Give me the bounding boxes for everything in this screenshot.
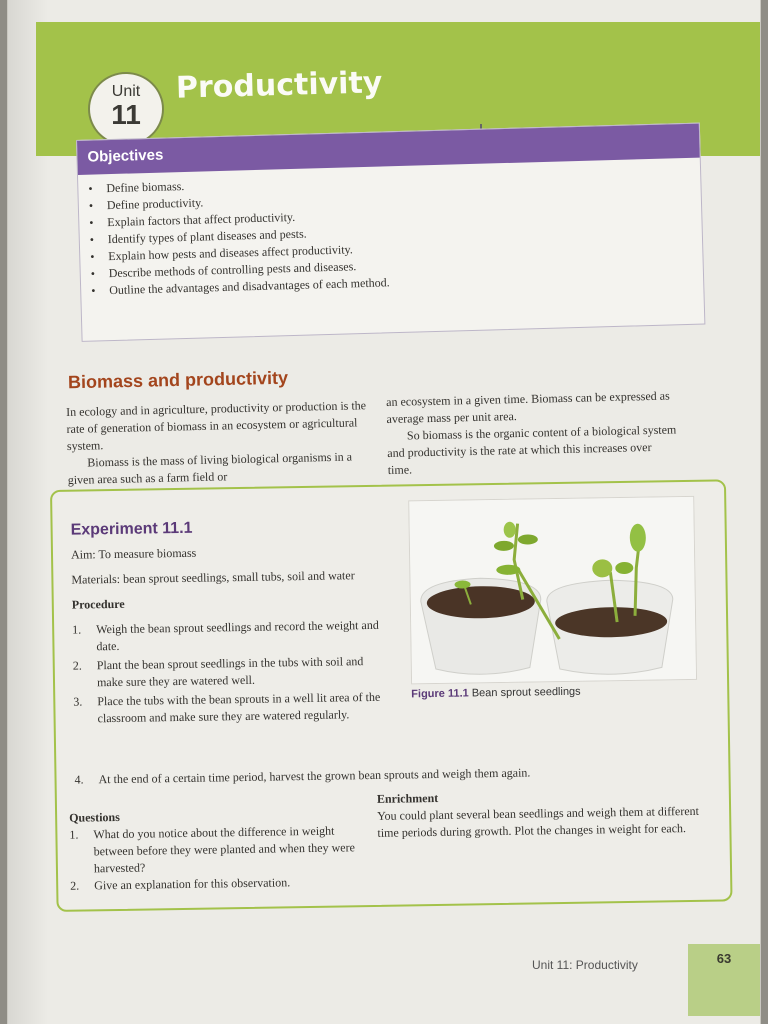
- paragraph: an ecosystem in a given time. Biomass can be expressed as average mass per unit area.: [386, 388, 670, 426]
- paragraph: So biomass is the organic content of a biological system and productivity is the rate at which this increases over time.: [387, 422, 677, 477]
- text-column-right: [386, 387, 678, 479]
- questions-block: [69, 805, 370, 895]
- procedure-heading: Procedure: [71, 596, 125, 612]
- figure-label: Figure 11.1: [411, 687, 469, 701]
- step-number: 1.: [72, 622, 82, 637]
- objectives-box: [76, 123, 705, 342]
- unit-label: Unit: [111, 83, 141, 100]
- procedure-step: [72, 617, 382, 656]
- bean-sprout-photo: [408, 496, 697, 684]
- questions-list: [69, 822, 370, 895]
- objective-item: • Define biomass.: [88, 164, 700, 198]
- objective-item: • Outline the advantages and disadvantages of each method.: [91, 266, 703, 300]
- question-number: 2.: [70, 878, 80, 893]
- enrichment-text: You could plant several bean seedlings and weigh them at different time periods during growth. Plot the changes in weight for each.: [377, 803, 700, 840]
- step-text: At the end of a certain time period, harvest the grown bean sprouts and weigh them again.: [98, 765, 531, 787]
- step-number: 2.: [72, 658, 82, 673]
- experiment-aim: Aim: To measure biomass: [70, 545, 197, 562]
- step-text: Place the tubs with the bean sprouts in a well lit area of the classroom and make sure they are watered regularly.: [97, 689, 381, 726]
- unit-number: 11: [111, 99, 141, 130]
- question-item: [69, 822, 370, 878]
- text-column-left: [66, 397, 368, 489]
- paragraph: In ecology and in agriculture, productivity or production is the rate of generation of biomass in an ecosystem or agricultural system.: [66, 398, 367, 453]
- question-item: [70, 873, 370, 895]
- paragraph: Biomass is the mass of living biological organisms in a given area such as a farm field or: [67, 449, 353, 487]
- objectives-list: [78, 164, 703, 300]
- page-number: 63: [688, 944, 760, 1016]
- question-text: Give an explanation for this observation.: [94, 875, 291, 893]
- objectives-heading: Objectives: [77, 124, 700, 175]
- question-number: 1.: [69, 827, 79, 842]
- questions-heading: Questions: [69, 809, 120, 825]
- step-text: Weigh the bean sprout seedlings and record the weight and date.: [96, 617, 379, 654]
- seedling-illustration: [409, 497, 696, 683]
- figure-caption: [411, 686, 581, 701]
- figure-caption-text: Bean sprout seedlings: [471, 685, 581, 700]
- enrichment-heading: Enrichment: [376, 790, 439, 806]
- experiment-left-column: [71, 517, 384, 730]
- enrichment-block: [377, 786, 718, 842]
- step-number: 4.: [74, 772, 84, 787]
- objective-item: • Explain factors that affect productivity.: [89, 198, 701, 232]
- procedure-step: [74, 762, 718, 789]
- unit-badge: [88, 72, 164, 146]
- objective-item: • Explain how pests and diseases affect productivity.: [90, 232, 702, 266]
- step-text: Plant the bean sprout seedlings in the tubs with soil and make sure they are watered well.: [96, 654, 364, 690]
- procedure-list: [72, 617, 384, 728]
- page-title: Productivity: [175, 65, 383, 106]
- objective-item: • Describe methods of controlling pests and diseases.: [91, 249, 703, 283]
- procedure-step: [73, 653, 383, 692]
- question-text: What do you notice about the difference in weight between before they were planted and when they were harvested?: [93, 823, 355, 876]
- procedure-step: [73, 689, 383, 728]
- objective-item: • Identify types of plant diseases and pests.: [90, 215, 702, 249]
- objective-item: • Define productivity.: [89, 181, 701, 215]
- page-footer: Unit 11: Productivity: [532, 958, 638, 972]
- experiment-title: Experiment 11.1: [70, 519, 193, 539]
- step-number: 3.: [73, 694, 83, 709]
- section-heading: Biomass and productivity: [67, 367, 289, 393]
- experiment-box: [50, 479, 733, 912]
- experiment-materials: Materials: bean sprout seedlings, small tubs, soil and water: [71, 568, 355, 587]
